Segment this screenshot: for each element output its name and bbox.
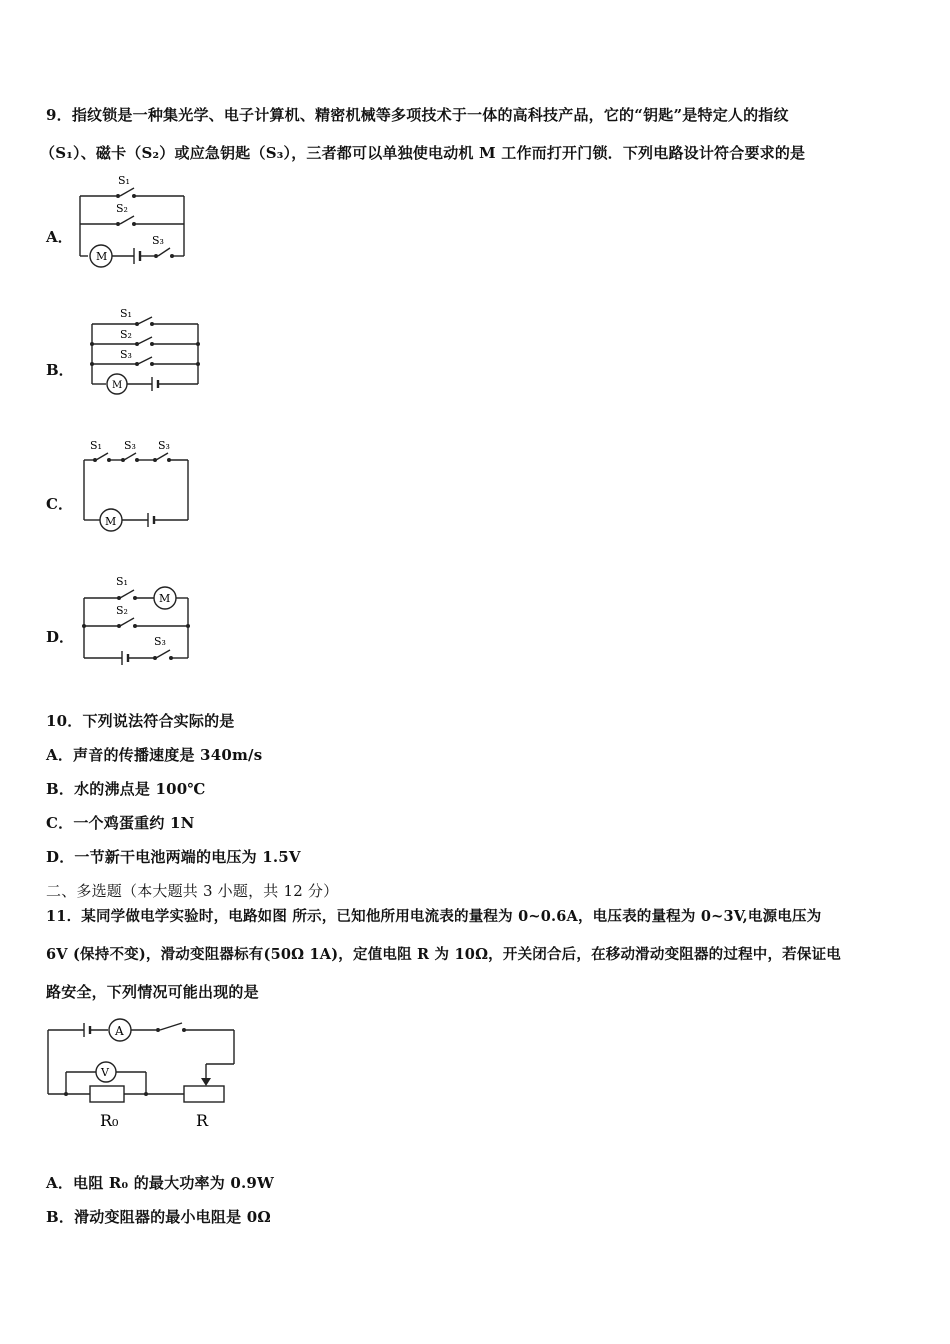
q9-option-c-label: C． bbox=[46, 495, 73, 513]
q9-option-d-label: D． bbox=[46, 628, 75, 646]
s2-label: S₂ bbox=[116, 604, 128, 617]
r0-label: R₀ bbox=[100, 1111, 119, 1130]
s3-label: S₃ bbox=[120, 348, 132, 361]
voltmeter-label: V bbox=[101, 1066, 109, 1079]
s3-label: S₃ bbox=[154, 635, 166, 648]
ammeter-label: A bbox=[115, 1024, 124, 1038]
q11-circuit bbox=[44, 1014, 244, 1136]
s1-label: S₁ bbox=[116, 575, 128, 588]
s1-label: S₁ bbox=[120, 307, 132, 320]
q11-option-a: A．电阻 R₀ 的最大功率为 0.9W bbox=[46, 1174, 275, 1192]
q11-stem-line1: 11．某同学做电学实验时，电路如图 所示，已知他所用电流表的量程为 0~0.6A，电压表的量程为 0~3V,电源电压为 bbox=[46, 908, 822, 925]
q9-stem-line1: 9．指纹锁是一种集光学、电子计算机、精密机械等多项技术于一体的高科技产品，它的“钥匙”是特定人的指纹 bbox=[46, 106, 789, 124]
s2-label: S₂ bbox=[116, 202, 128, 215]
q11-option-b: B．滑动变阻器的最小电阻是 0Ω bbox=[46, 1208, 271, 1226]
q9-circuit-d bbox=[78, 570, 198, 670]
q9-circuit-a bbox=[74, 172, 224, 272]
q10-option-a: A．声音的传播速度是 340m/s bbox=[46, 746, 263, 764]
s1-label: S₁ bbox=[118, 174, 130, 187]
motor-label: M bbox=[96, 250, 108, 263]
q10-option-d: D．一节新干电池两端的电压为 1.5V bbox=[46, 848, 301, 866]
motor-label: M bbox=[159, 592, 171, 605]
motor-label: M bbox=[112, 380, 123, 391]
s2-label: S₃ bbox=[124, 439, 136, 452]
s3-label: S₃ bbox=[152, 234, 164, 247]
q9-option-a-label: A． bbox=[46, 228, 73, 246]
q9-stem-line2: （S₁）、磁卡（S₂）或应急钥匙（S₃），三者都可以单独使电动机 M 工作而打开门锁．下列电路设计符合要求的是 bbox=[40, 144, 806, 162]
motor-label: M bbox=[105, 515, 117, 528]
q11-stem-line2: 6V (保持不变)，滑动变阻器标有(50Ω 1A)，定值电阻 R 为 10Ω，开关闭合后，在移动滑动变阻器的过程中，若保证电 bbox=[46, 946, 841, 963]
s1-label: S₁ bbox=[90, 439, 102, 452]
q9-circuit-c bbox=[78, 436, 198, 536]
r-label: R bbox=[196, 1111, 209, 1130]
q11-stem-line3: 路安全，下列情况可能出现的是 bbox=[46, 983, 259, 1001]
s3-label: S₃ bbox=[158, 439, 170, 452]
s2-label: S₂ bbox=[120, 328, 132, 341]
q9-circuit-b bbox=[86, 304, 216, 408]
q10-option-b: B．水的沸点是 100℃ bbox=[46, 780, 206, 798]
q10-option-c: C．一个鸡蛋重约 1N bbox=[46, 814, 195, 832]
section-heading: 二、多选题（本大题共 3 小题，共 12 分） bbox=[46, 882, 339, 900]
q10-stem: 10．下列说法符合实际的是 bbox=[46, 712, 235, 730]
q9-option-b-label: B． bbox=[46, 361, 74, 379]
